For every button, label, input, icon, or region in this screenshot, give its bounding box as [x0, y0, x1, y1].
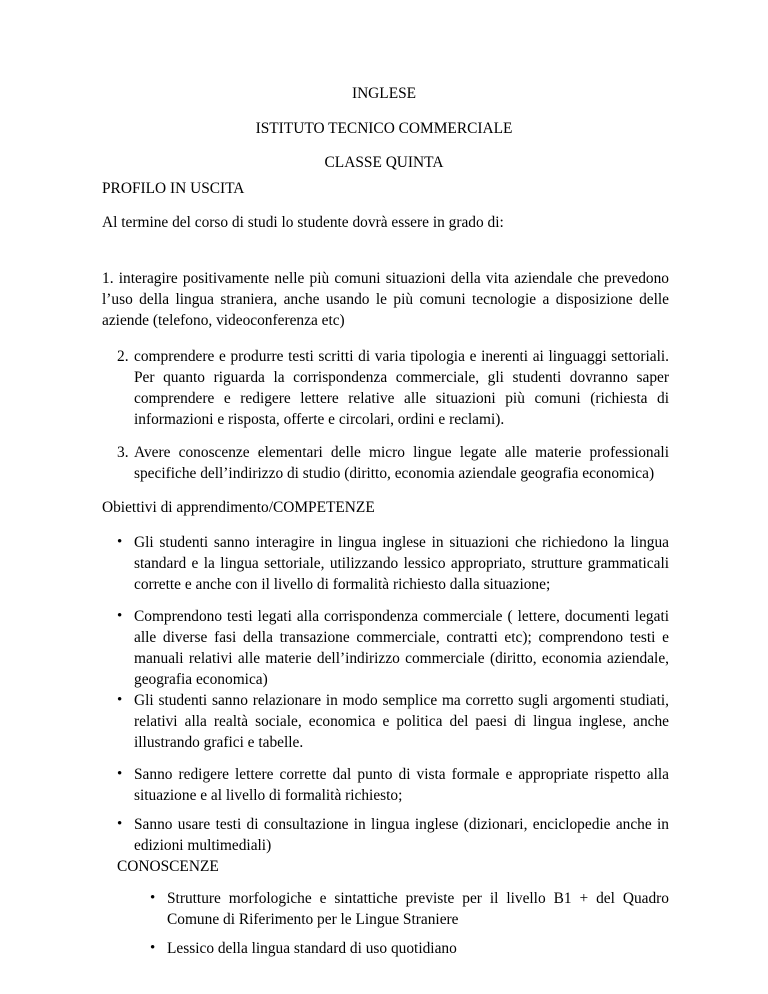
objective-item-1: Gli studenti sanno interagire in lingua inglese in situazioni che richiedono la lingua standard e la lingua settoriale, utilizzando lessico appropriato, strutture grammaticali corrette e anche con il livello di formalità richiesto dalla situazione; [134, 534, 669, 593]
profile-intro: Al termine del corso di studi lo studente dovrà essere in grado di: [102, 214, 504, 231]
objective-item-2: Comprendono testi legati alla corrispondenza commerciale ( lettere, documenti legati alle diverse fasi della transazione commerciale, contratti etc); comprendono testi e manuali relativi alle materie dell’indirizzo commerciale (diritto, economia aziendale, geografia economica) [134, 608, 669, 688]
knowledge-item-1: Strutture morfologiche e sintattiche previste per il livello B1 + del Quadro Comune di Riferimento per le Lingue Straniere [167, 890, 669, 928]
doc-class: CLASSE QUINTA [324, 154, 444, 171]
objectives-title: Obiettivi di apprendimento/COMPETENZE [102, 499, 375, 516]
bullet-icon: • [117, 608, 123, 624]
profile-item-number-3: 3. [117, 444, 129, 461]
doc-school: ISTITUTO TECNICO COMMERCIALE [255, 120, 513, 137]
knowledge-item-2: Lessico della lingua standard di uso quotidiano [167, 940, 457, 957]
doc-subject: INGLESE [351, 85, 417, 102]
profile-item-1: 1. interagire positivamente nelle più comuni situazioni della vita aziendale che prevedono l’uso della lingua straniera, anche usando le più comuni tecnologie a disposizione delle aziende (telefono, videoconferenza etc) [102, 270, 669, 329]
bullet-icon: • [117, 692, 123, 708]
bullet-icon: • [150, 890, 156, 906]
profile-title: PROFILO IN USCITA [102, 180, 245, 197]
objective-item-4: Sanno redigere lettere corrette dal punto di vista formale e appropriate rispetto alla situazione e al livello di formalità richiesto; [134, 766, 669, 804]
profile-item-number-2: 2. [117, 348, 129, 365]
profile-item-3: Avere conoscenze elementari delle micro lingue legate alle materie professionali specifiche dell’indirizzo di studio (diritto, economia aziendale geografia economica) [134, 444, 669, 482]
profile-item-2: comprendere e produrre testi scritti di varia tipologia e inerenti ai linguaggi settoriali. Per quanto riguarda la corrispondenza commerciale, gli studenti dovranno saper comprendere e redigere lettere relative alle situazioni più comuni (richiesta di informazioni e risposta, offerte e circolari, ordini e reclami). [134, 348, 669, 428]
bullet-icon: • [117, 534, 123, 550]
bullet-icon: • [117, 816, 123, 832]
objective-item-3: Gli studenti sanno relazionare in modo semplice ma corretto sugli argomenti studiati, relativi alla realtà sociale, economica e politica del paesi di lingua inglese, anche illustrando grafici e tabelle. [134, 692, 669, 751]
bullet-icon: • [117, 766, 123, 782]
bullet-icon: • [150, 940, 156, 956]
knowledge-title: CONOSCENZE [117, 858, 219, 875]
objective-item-5: Sanno usare testi di consultazione in lingua inglese (dizionari, enciclopedie anche in edizioni multimediali) [134, 816, 669, 854]
